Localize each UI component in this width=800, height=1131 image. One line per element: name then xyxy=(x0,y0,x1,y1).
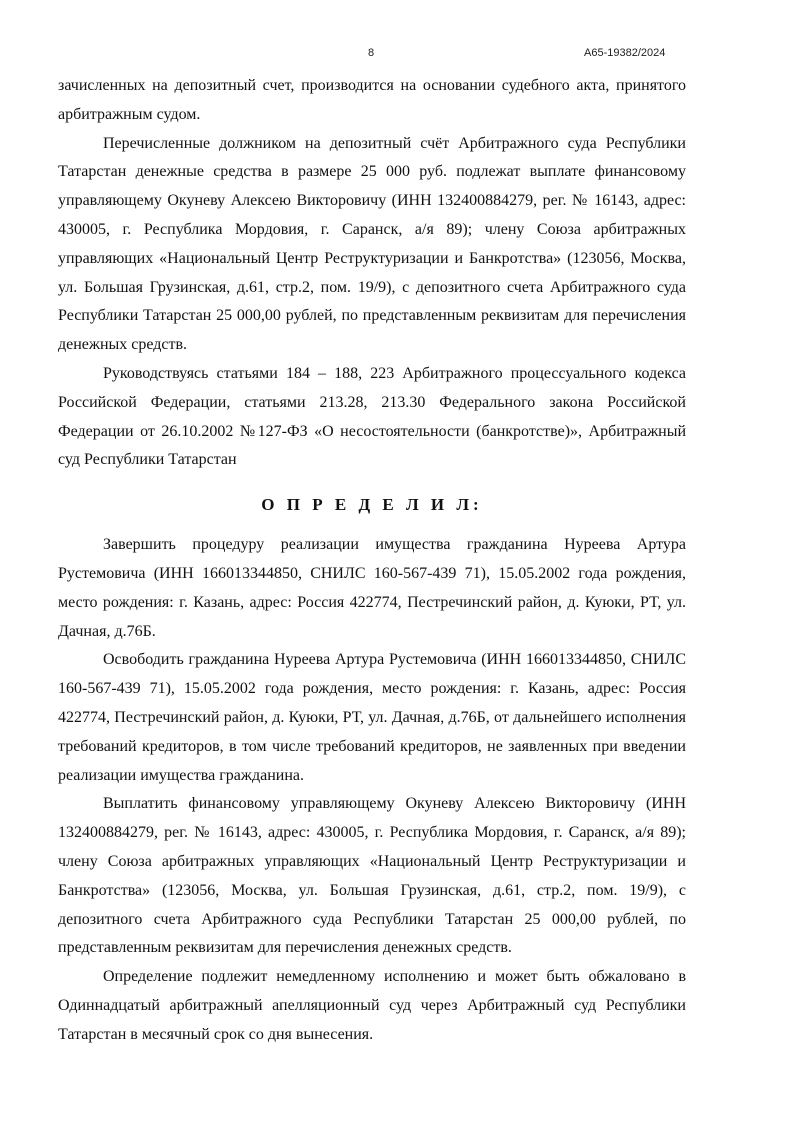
paragraph-continuation: зачисленных на депозитный счет, производится на основании судебного акта, принятого арбитражным судом. xyxy=(58,77,686,123)
page-number: 8 xyxy=(368,47,375,59)
paragraph-pay-manager: Выплатить финансовому управляющему Окуневу Алексею Викторовичу (ИНН 132400884279, рег. № 16143, адрес: 430005, г. Республика Мордовия, г. Саранск, а/я 89); члену Союза арбитражных управляющих «Национальный Центр Реструктуризации и Банкротства» (123056, Москва, ул. Большая Грузинская, д.61, стр.2, пом. 19/9), с депозитного счета Арбитражного суда Республики Татарстан 25 000,00 рублей, по представленным реквизитам для перечисления денежных средств. xyxy=(58,795,686,957)
paragraph-release-debtor: Освободить гражданина Нуреева Артура Рустемовича (ИНН 166013344850, СНИЛС 160-567-439 71), 15.05.2002 года рождения, место рождения: г. Казань, адрес: Россия 422774, Пестречинский район, д. Куюки, РТ, ул. Дачная, д.76Б, от дальнейшего исполнения требований кредиторов, в том числе требований кредиторов, не заявленных при введении реализации имущества гражданина. xyxy=(58,651,686,784)
case-number: А65-19382/2024 xyxy=(584,47,666,59)
paragraph-deposit-payment: Перечисленные должником на депозитный счёт Арбитражного суда Республики Татарстан денежные средства в размере 25 000 руб. подлежат выплате финансовому управляющему Окуневу Алексею Викторовичу (ИНН 132400884279, рег. № 16143, адрес: 430005, г. Республика Мордовия, г. Саранск, а/я 89); члену Союза арбитражных управляющих «Национальный Центр Реструктуризации и Банкротства» (123056, Москва, ул. Большая Грузинская, д.61, стр.2, пом. 19/9), с депозитного счета Арбитражного суда Республики Татарстан 25 000,00 рублей, по представленным реквизитам для перечисления денежных средств. xyxy=(58,134,686,354)
paragraph-complete-procedure: Завершить процедуру реализации имущества гражданина Нуреева Артура Рустемовича (ИНН 166013344850, СНИЛС 160-567-439 71), 15.05.2002 года рождения, место рождения: г. Казань, адрес: Россия 422774, Пестречинский район, д. Куюки, РТ, ул. Дачная, д.76Б. xyxy=(58,536,686,640)
paragraph-legal-basis: Руководствуясь статьями 184 – 188, 223 Арбитражного процессуального кодекса Российской Федерации, статьями 213.28, 213.30 Федерального закона Российской Федерации от 26.10.2002 №127-ФЗ «О несостоятельности (банкротстве)», Арбитражный суд Республики Татарстан xyxy=(58,364,686,469)
document-body xyxy=(58,72,686,1050)
ruling-heading: О П Р Е Д Е Л И Л: xyxy=(261,495,483,515)
page-header xyxy=(0,47,800,63)
paragraph-appeal-notice: Определение подлежит немедленному исполнению и может быть обжаловано в Одиннадцатый арбитражный апелляционный суд через Арбитражный суд Республики Татарстан в месячный срок со дня вынесения. xyxy=(58,968,686,1043)
